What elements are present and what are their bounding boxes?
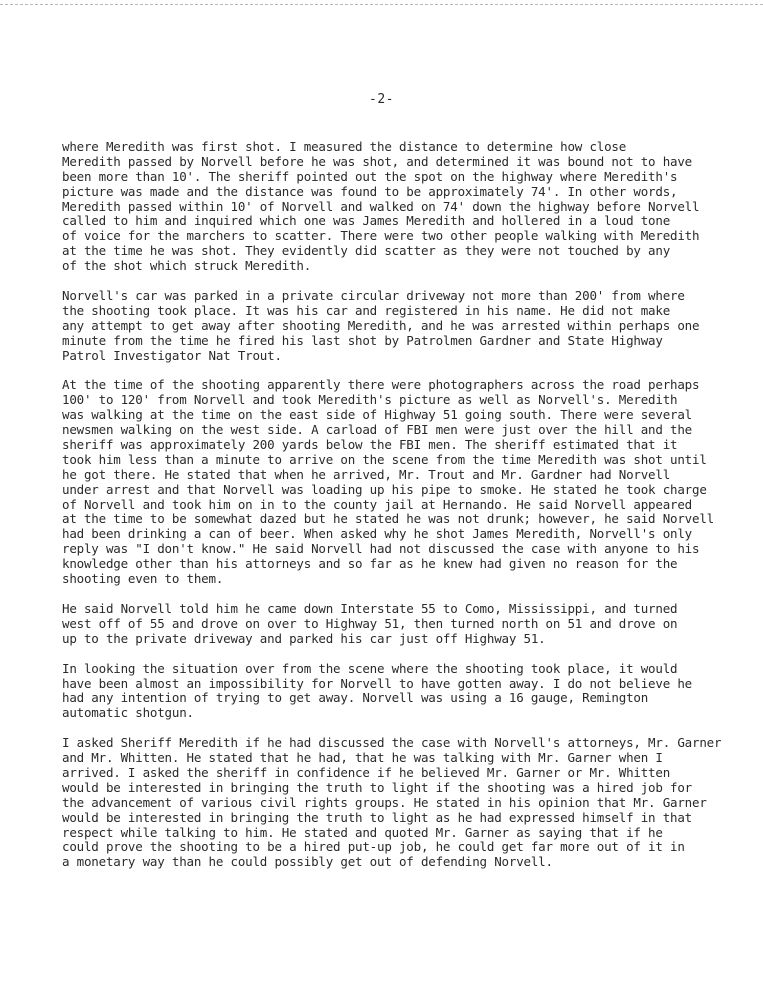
text-line: under arrest and that Norvell was loading up his pipe to smoke. He stated he took charge [62, 481, 707, 497]
text-line: would be interested in bringing the truth to light if the shooting was a hired job for [62, 779, 693, 795]
text-line: have been almost an impossibility for Norvell to have gotten away. I do not believe he [62, 675, 693, 691]
text-line: arrived. I asked the sheriff in confidence if he believed Mr. Garner or Mr. Whitten [62, 764, 671, 780]
text-line: at the time he was shot. They evidently did scatter as they were not touched by any [62, 243, 671, 259]
paragraph-5 [62, 662, 752, 722]
text-line: at the time to be somewhat dazed but he stated he was not drunk; however, he said Norvell [62, 511, 714, 527]
text-line: Norvell's car was parked in a private circular driveway not more than 200' from where [62, 288, 685, 304]
text-line: Meredith passed by Norvell before he was shot, and determined it was bound not to have [62, 153, 693, 169]
paragraph-1 [62, 140, 752, 274]
text-line: He said Norvell told him he came down Interstate 55 to Como, Mississippi, and turned [62, 600, 678, 616]
text-line: of the shot which struck Meredith. [62, 258, 312, 274]
document-body [62, 140, 752, 885]
text-line: automatic shotgun. [62, 705, 194, 721]
text-line: picture was made and the distance was found to be approximately 74'. In other words, [62, 183, 678, 199]
text-line: took him less than a minute to arrive on the scene from the time Meredith was shot until [62, 451, 707, 467]
text-line: up to the private driveway and parked his car just off Highway 51. [62, 630, 546, 646]
paragraph-4 [62, 602, 752, 647]
text-line: was walking at the time on the east side of Highway 51 going south. There were several [62, 407, 693, 423]
text-line: reply was "I don't know." He said Norvell had not discussed the case with anyone to his [62, 541, 700, 557]
text-line: In looking the situation over from the scene where the shooting took place, it would [62, 660, 678, 676]
text-line: knowledge other than his attorneys and so far as he knew had given no reason for the [62, 556, 678, 572]
text-line: shooting even to them. [62, 571, 224, 587]
text-line: the shooting took place. It was his car and registered in his name. He did not make [62, 302, 671, 318]
text-line: west off of 55 and drove on over to Highway 51, then turned north on 51 and drove on [62, 615, 678, 631]
text-line: respect while talking to him. He stated and quoted Mr. Garner as saying that if he [62, 824, 663, 840]
text-line: of voice for the marchers to scatter. There were two other people walking with Meredith [62, 228, 700, 244]
text-line: had been drinking a can of beer. When asked why he shot James Meredith, Norvell's only [62, 526, 693, 542]
text-line: minute from the time he fired his last shot by Patrolmen Gardner and State Highway [62, 332, 663, 348]
text-line: the advancement of various civil rights groups. He stated in his opinion that Mr. Garner [62, 794, 707, 810]
text-line: would be interested in bringing the truth to light as he had expressed himself in that [62, 809, 693, 825]
text-line: where Meredith was first shot. I measured the distance to determine how close [62, 139, 627, 154]
text-line: sheriff was approximately 200 yards below the FBI men. The sheriff estimated that it [62, 437, 678, 453]
paragraph-6 [62, 736, 752, 870]
text-line: Meredith passed within 10' of Norvell and walked on 74' down the highway before Norvell [62, 198, 700, 214]
text-line: 100' to 120' from Norvell and took Meredith's picture as well as Norvell's. Meredith [62, 392, 678, 408]
text-line: At the time of the shooting apparently there were photographers across the road perhaps [62, 377, 700, 393]
text-line: any attempt to get away after shooting Meredith, and he was arrested within perhaps one [62, 317, 700, 333]
paragraph-2 [62, 289, 752, 363]
text-line: of Norvell and took him on in to the county jail at Hernando. He said Norvell appeared [62, 496, 693, 512]
text-line: called to him and inquired which one was James Meredith and hollered in a loud tone [62, 213, 671, 229]
page-top-border [0, 4, 763, 5]
page-number: -2- [369, 92, 394, 107]
text-line: Patrol Investigator Nat Trout. [62, 347, 282, 363]
text-line: could prove the shooting to be a hired put-up job, he could get far more out of it in [62, 839, 685, 855]
text-line: newsmen walking on the west side. A carload of FBI men were just over the hill and the [62, 422, 693, 438]
text-line: and Mr. Whitten. He stated that he had, that he was talking with Mr. Garner when I [62, 750, 663, 766]
text-line: a monetary way than he could possibly get out of defending Norvell. [62, 854, 553, 870]
paragraph-3 [62, 378, 752, 586]
text-line: had any intention of trying to get away. Norvell was using a 16 gauge, Remington [62, 690, 649, 706]
text-line: been more than 10'. The sheriff pointed out the spot on the highway where Meredith's [62, 168, 678, 184]
text-line: he got there. He stated that when he arrived, Mr. Trout and Mr. Gardner had Norvell [62, 466, 671, 482]
text-line: I asked Sheriff Meredith if he had discussed the case with Norvell's attorneys, Mr. Garner [62, 735, 722, 751]
